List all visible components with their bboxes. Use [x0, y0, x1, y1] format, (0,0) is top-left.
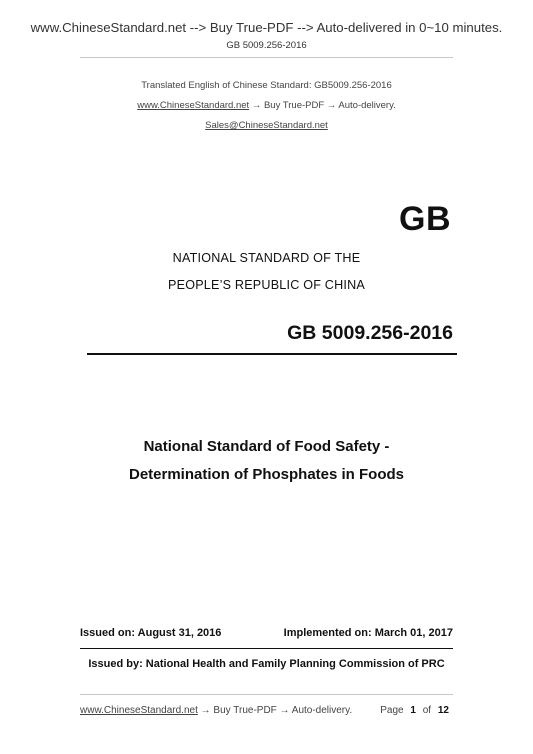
buy-text: → Buy True-PDF → Auto-delivery.: [251, 100, 396, 111]
national-standard-line2: PEOPLE’S REPUBLIC OF CHINA: [168, 278, 365, 292]
issued-by: Issued by: National Health and Family Planning Commission of PRC: [88, 658, 445, 670]
header-standard-code: GB 5009.256-2016: [226, 40, 307, 51]
dates-rule: [80, 648, 453, 649]
translation-links: [0, 100, 533, 111]
translation-note: Translated English of Chinese Standard: GB5009.256-2016: [141, 80, 392, 91]
implemented-on-date: Implemented on: March 01, 2017: [283, 627, 453, 639]
page-of: of: [422, 705, 432, 716]
footer-links: [80, 705, 352, 716]
standard-number-rule: [87, 353, 457, 355]
email-line: [0, 120, 533, 131]
gb-logo: GB: [399, 200, 451, 238]
footer-site-link[interactable]: www.ChineseStandard.net: [80, 705, 198, 716]
header-banner: www.ChineseStandard.net --> Buy True-PDF --> Auto-delivered in 0~10 minutes.: [30, 20, 503, 35]
footer-buy-text: → Buy True-PDF → Auto-delivery.: [200, 705, 353, 716]
issued-on-date: Issued on: August 31, 2016: [80, 627, 222, 639]
document-title-line1: National Standard of Food Safety -: [143, 438, 390, 455]
page-current: 1: [410, 705, 416, 716]
header-divider: [80, 57, 453, 58]
document-title-line2: Determination of Phosphates in Foods: [128, 466, 405, 483]
page-indicator: [380, 705, 449, 716]
page-label: Page: [380, 705, 404, 716]
national-standard-line1: NATIONAL STANDARD OF THE: [172, 251, 361, 265]
site-link[interactable]: www.ChineseStandard.net: [137, 100, 250, 111]
footer-divider: [80, 694, 453, 695]
page-total: 12: [437, 705, 449, 716]
sales-email-link[interactable]: Sales@ChineseStandard.net: [205, 120, 328, 131]
standard-number: GB 5009.256-2016: [287, 322, 453, 344]
